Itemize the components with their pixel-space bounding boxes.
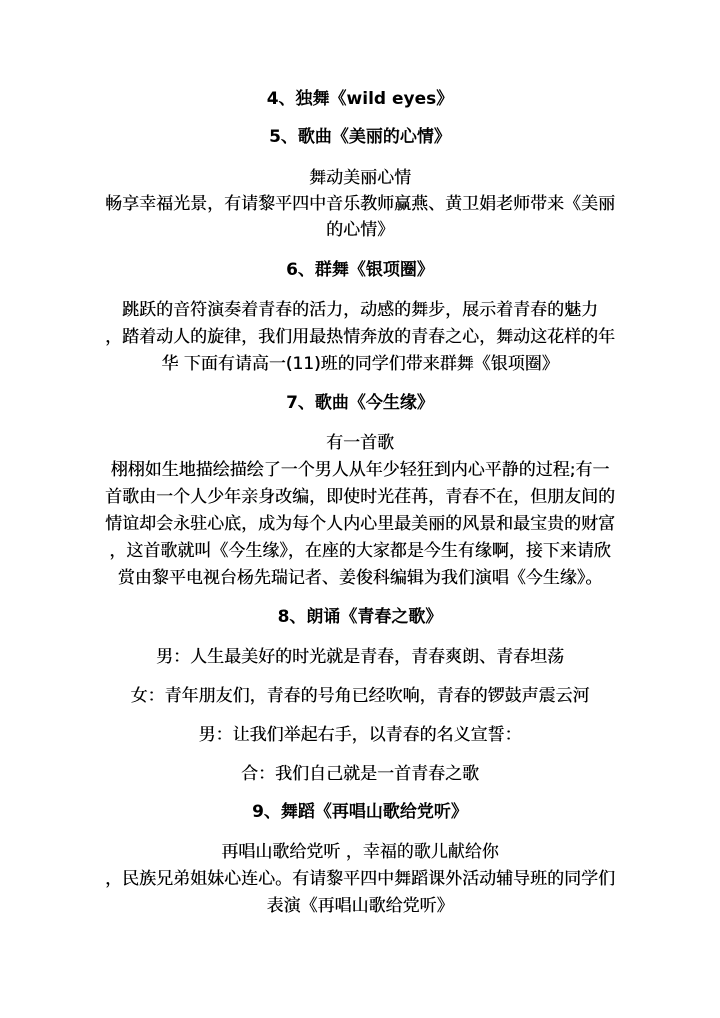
program-text: 合：我们自己就是一首青春之歌 (241, 764, 479, 784)
program-text: 有一首歌 (326, 433, 394, 453)
program-text: 再唱山歌给党听 ，幸福的歌儿献给你 (221, 842, 499, 862)
program-text: 首歌由一个人少年亲身改编，即使时光荏苒，青春不在，但朋友间的 (105, 487, 615, 507)
program-heading-4: 4、独舞《wild eyes》 (266, 89, 454, 109)
program-text: 栩栩如生地描绘描绘了一个男人从年少轻狂到内心平静的过程;有一 (110, 460, 610, 480)
program-text: 跳跃的音符演奏着青春的活力，动感的舞步，展示着青春的魅力 (122, 300, 598, 320)
program-text: ，民族兄弟姐妹心连心。有请黎平四中舞蹈课外活动辅导班的同学们 (105, 869, 615, 889)
program-text: 的心情》 (326, 220, 394, 240)
program-text: 赏由黎平电视台杨先瑞记者、姜俊科编辑为我们演唱《今生缘》。 (117, 568, 603, 588)
program-heading-8: 8、朗诵《青春之歌》 (277, 607, 443, 627)
program-text: 女：青年朋友们，青春的号角已经吹响，青春的锣鼓声震云河 (130, 686, 590, 706)
program-text: 舞动美丽心情 (309, 168, 411, 188)
program-text: ，踏着动人的旋律，我们用最热情奔放的青春之心，舞动这花样的年 (105, 327, 615, 347)
program-heading-9: 9、舞蹈《再唱山歌给党听》 (252, 802, 468, 822)
program-text: 华 下面有请高一(11)班的同学们带来群舞《银项圈》 (161, 354, 559, 374)
program-text: 男：让我们举起右手，以青春的名义宣誓： (198, 725, 522, 745)
program-text: 表演《再唱山歌给党听》 (266, 896, 454, 916)
program-text: 畅享幸福光景，有请黎平四中音乐教师赢燕、黄卫娟老师带来《美丽 (105, 194, 615, 214)
program-text: ，这首歌就叫《今生缘》，在座的大家都是今生有缘啊，接下来请欣 (109, 541, 611, 561)
program-text: 男：人生最美好的时光就是青春，青春爽朗、青春坦荡 (156, 647, 564, 667)
program-heading-7: 7、歌曲《今生缘》 (286, 393, 434, 413)
program-heading-6: 6、群舞《银项圈》 (286, 260, 434, 280)
program-text: 情谊却会永驻心底，成为每个人内心里最美丽的风景和最宝贵的财富 (105, 514, 615, 534)
program-heading-5: 5、歌曲《美丽的心情》 (269, 127, 451, 147)
